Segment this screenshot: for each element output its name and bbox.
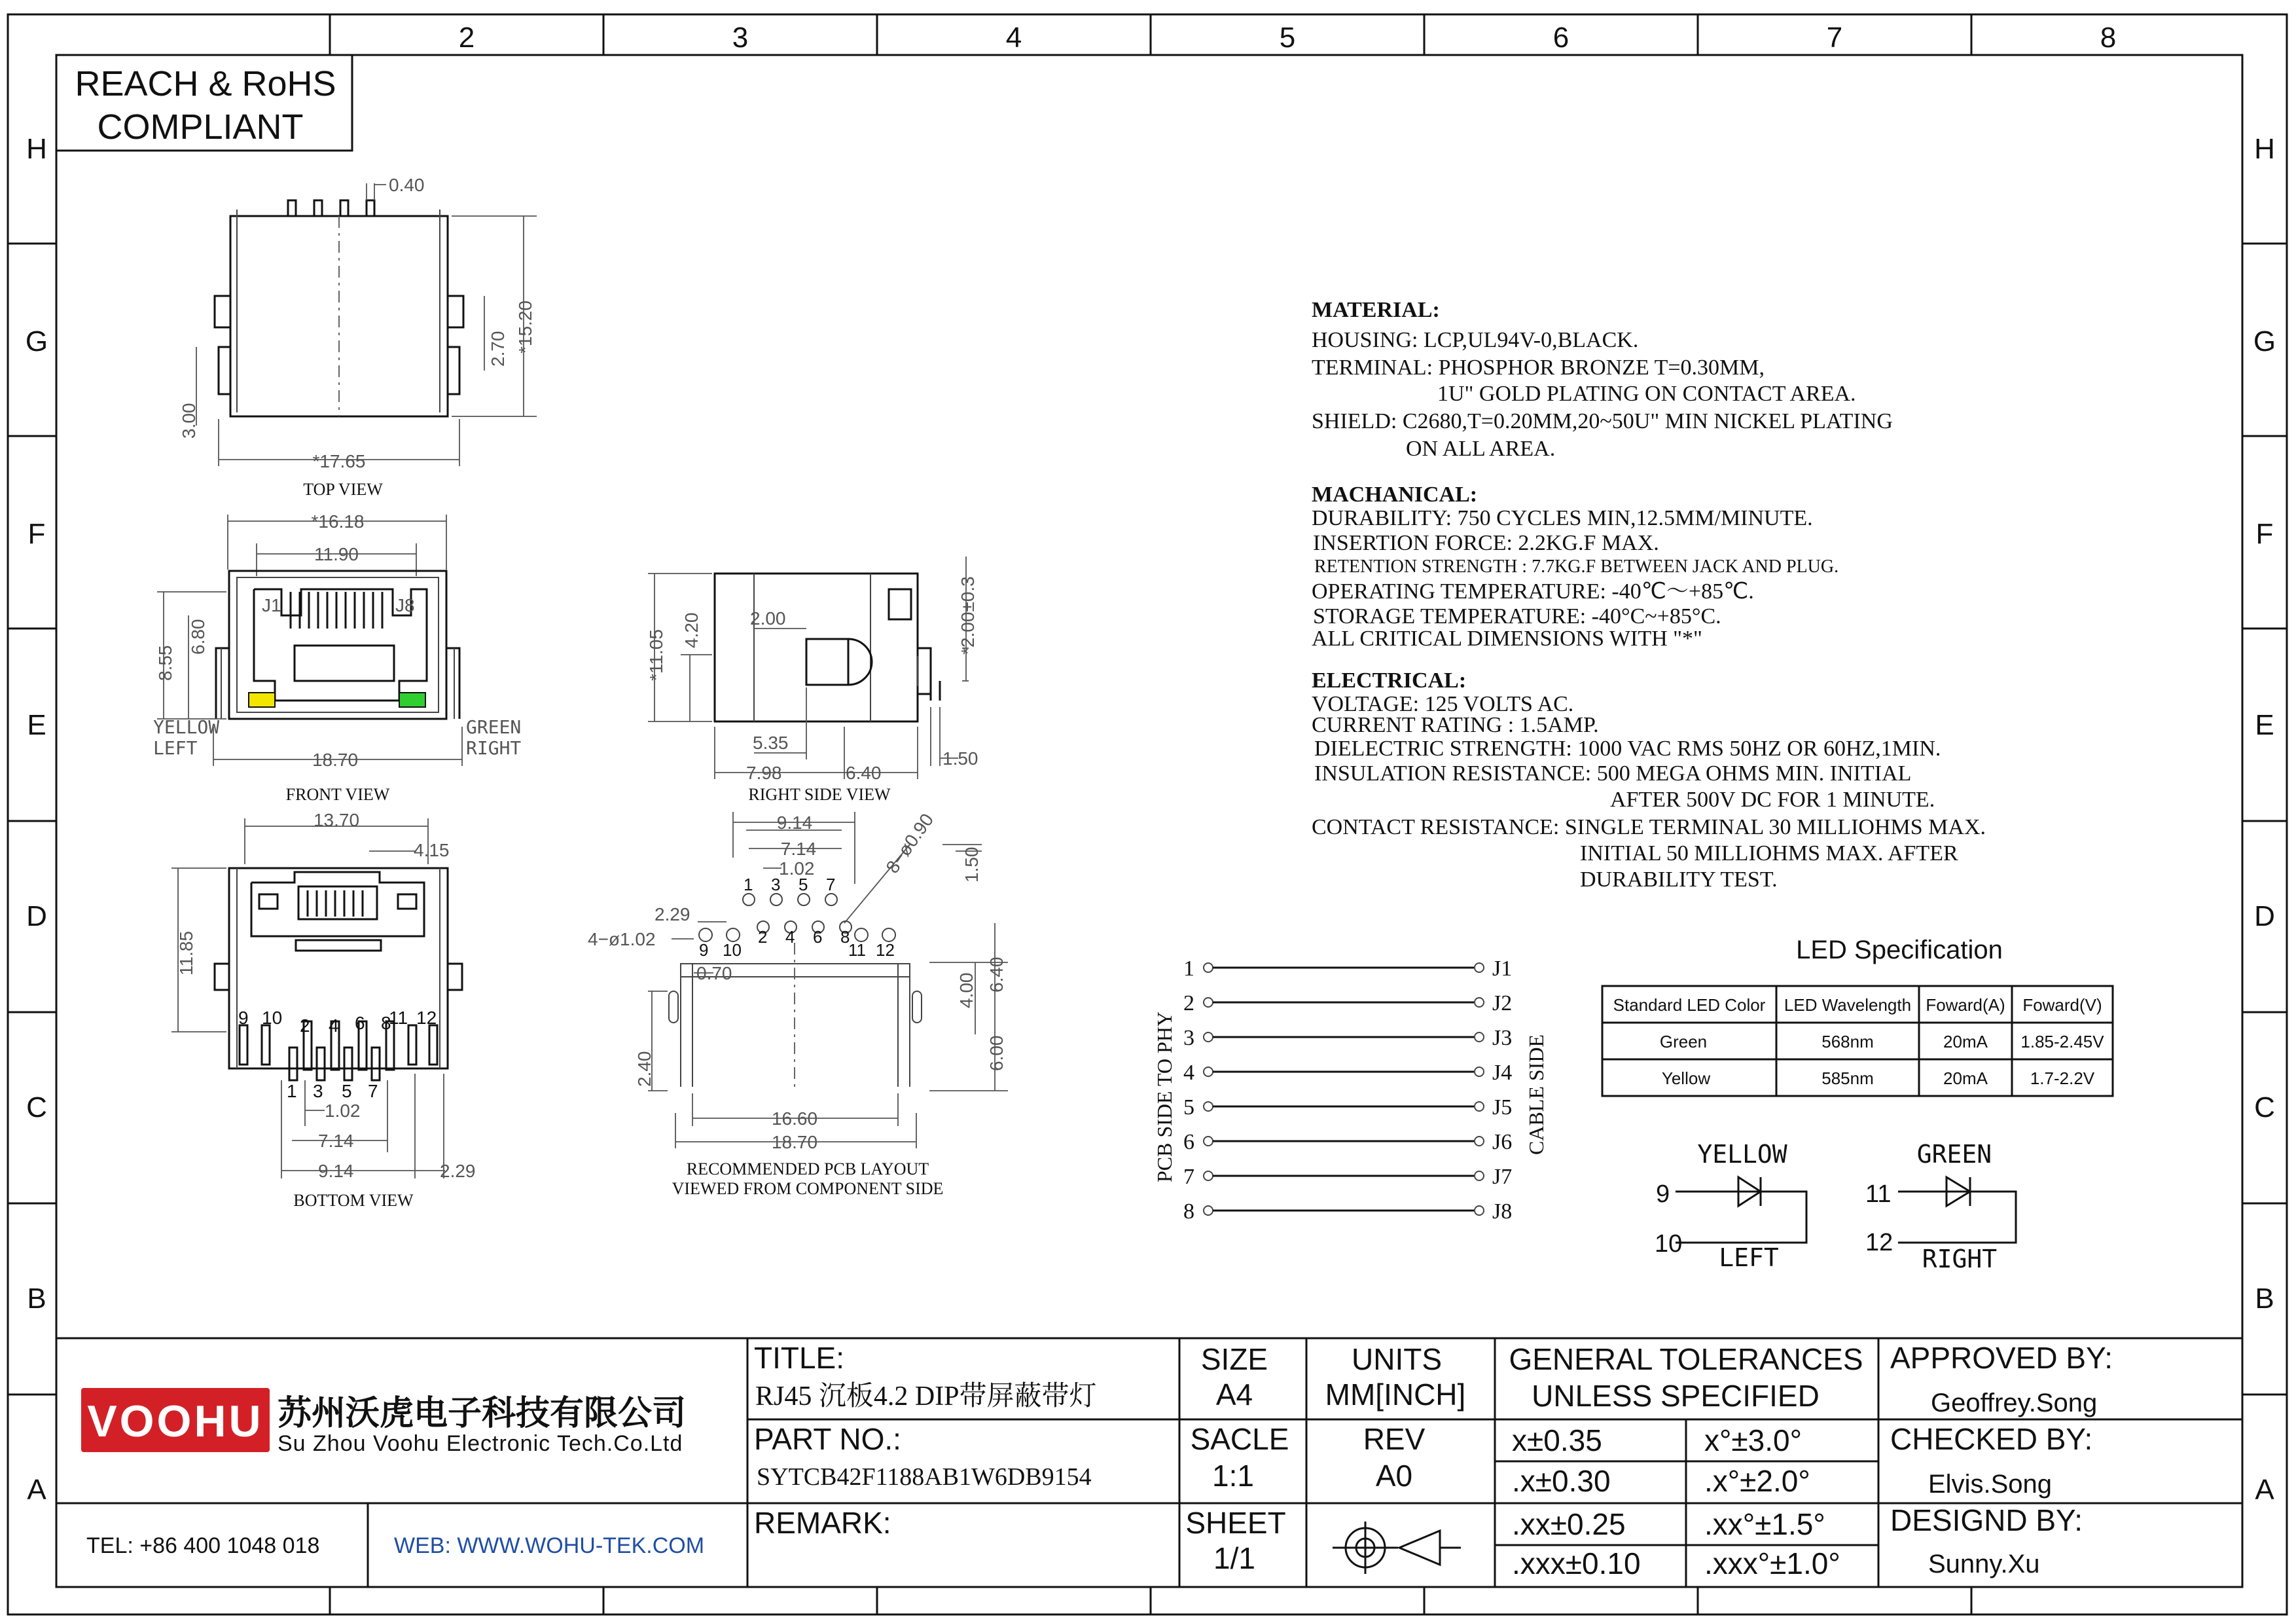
row-label: B xyxy=(2255,1283,2274,1315)
dim-depth: 7.98 xyxy=(746,763,782,783)
row-label: E xyxy=(27,709,46,741)
scale-value: 1:1 xyxy=(1212,1459,1254,1493)
units-label: UNITS xyxy=(1352,1342,1442,1376)
electrical-line: AFTER 500V DC FOR 1 MINUTE. xyxy=(1610,788,1935,812)
pcb-caption-line-1: RECOMMENDED PCB LAYOUT xyxy=(686,1159,929,1178)
dim-d1: 0.70 xyxy=(696,963,732,983)
tolerance-angular: x°±3.0° xyxy=(1704,1423,1802,1457)
schematic-node xyxy=(1204,1067,1213,1076)
electrical-line: DURABILITY TEST. xyxy=(1580,867,1778,892)
dim-w4: 18.70 xyxy=(771,1132,818,1152)
schematic-node xyxy=(1204,1171,1213,1180)
schematic-row xyxy=(1183,1130,1512,1154)
tolerance-angular: .xx°±1.5° xyxy=(1704,1507,1825,1541)
dim-base: 18.70 xyxy=(312,750,359,770)
schematic-row xyxy=(1183,1061,1512,1085)
led-spec-header: Foward(V) xyxy=(2022,995,2102,1015)
schematic-pin-label: 4 xyxy=(1183,1061,1194,1085)
schematic-node xyxy=(1204,998,1213,1007)
led-diagrams xyxy=(1655,1140,2016,1273)
yellow-led-indicator xyxy=(249,693,275,707)
pcb-pin-3: 3 xyxy=(771,875,781,894)
scale-label: SACLE xyxy=(1190,1422,1289,1456)
dim-v3: 6.40 xyxy=(986,957,1007,993)
schematic-jack-label: J8 xyxy=(1492,1199,1513,1224)
mechanical-line: ALL CRITICAL DIMENSIONS WITH "*" xyxy=(1312,627,1702,651)
designed-label: DESIGND BY: xyxy=(1890,1503,2083,1537)
dim-off: 2.29 xyxy=(655,904,691,924)
row-label: F xyxy=(2255,518,2274,550)
pin-5: 5 xyxy=(342,1081,352,1101)
title-label: TITLE: xyxy=(754,1341,845,1375)
electrical-line: VOLTAGE: 125 VOLTS AC. xyxy=(1312,692,1574,716)
compliance-box xyxy=(56,55,352,151)
pin-11: 11 xyxy=(389,1008,408,1028)
telephone: TEL: +86 400 1048 018 xyxy=(86,1533,320,1558)
schematic-pin-label: 5 xyxy=(1183,1095,1194,1120)
tolerance-linear: .xxx±0.10 xyxy=(1512,1546,1641,1580)
front-view xyxy=(153,511,521,804)
approved-value: Geoffrey.Song xyxy=(1931,1389,2098,1417)
row-label: D xyxy=(2254,900,2275,932)
dim-p2: 7.14 xyxy=(318,1131,354,1151)
schematic-pin-label: 2 xyxy=(1183,991,1194,1015)
pcb-layout xyxy=(588,810,1008,1198)
mechanical-line: OPERATING TEMPERATURE: -40℃～+85℃. xyxy=(1312,579,1754,604)
dim-height: *15.20 xyxy=(515,301,535,354)
led-spec-cell: 585nm xyxy=(1821,1068,1874,1088)
led-spec xyxy=(1602,936,2113,1096)
pcb-pin-7: 7 xyxy=(826,875,836,894)
electrical-heading: ELECTRICAL: xyxy=(1312,668,1467,693)
pin-9: 9 xyxy=(238,1008,249,1028)
led-spec-cell: Yellow xyxy=(1661,1068,1711,1088)
pin-8: 8 xyxy=(381,1013,391,1033)
row-label: H xyxy=(2254,133,2275,165)
led-spec-title: LED Specification xyxy=(1796,936,2003,964)
pin-2: 2 xyxy=(300,1015,310,1036)
schematic-node xyxy=(1204,1206,1213,1215)
checked-label: CHECKED BY: xyxy=(1890,1422,2093,1456)
part-value: SYTCB42F1188AB1W6DB9154 xyxy=(757,1463,1092,1491)
schematic-left-label: PCB SIDE TO PHY xyxy=(1153,1011,1176,1182)
pin-label-j1: J1 xyxy=(262,595,281,615)
led-left-position: LEFT xyxy=(153,737,198,759)
pcb-pin-1: 1 xyxy=(744,875,753,894)
schematic-jack-label: J4 xyxy=(1492,1061,1513,1085)
schematic-node xyxy=(1475,1171,1484,1180)
schematic-node xyxy=(1475,1102,1484,1111)
tolerance-angular: .xxx°±1.0° xyxy=(1704,1546,1840,1580)
sheet-label: SHEET xyxy=(1185,1506,1286,1540)
schematic-jack-label: J5 xyxy=(1492,1095,1513,1120)
led-right-color: GREEN xyxy=(466,716,522,738)
schematic-jack-label: J3 xyxy=(1492,1026,1513,1050)
yellow-led-diagram xyxy=(1655,1140,1806,1272)
pin-12: 12 xyxy=(416,1008,437,1028)
logo-text: VOOHU xyxy=(87,1396,264,1446)
yellow-pin-a: 9 xyxy=(1656,1180,1670,1208)
tolerance-title-2: UNLESS SPECIFIED xyxy=(1532,1379,1820,1413)
pcb-caption-line-2: VIEWED FROM COMPONENT SIDE xyxy=(672,1179,944,1198)
pin-3: 3 xyxy=(313,1081,323,1101)
tolerance-title-1: GENERAL TOLERANCES xyxy=(1509,1342,1863,1376)
dim-h: 2.40 xyxy=(634,1051,655,1087)
size-value: A4 xyxy=(1215,1377,1253,1412)
schematic-node xyxy=(1475,1032,1484,1042)
electrical-line: CURRENT RATING : 1.5AMP. xyxy=(1312,713,1599,737)
led-spec-cell: 568nm xyxy=(1821,1032,1874,1051)
green-led-diagram xyxy=(1865,1140,2016,1273)
dim-height: *11.05 xyxy=(646,629,666,681)
material-line: TERMINAL: PHOSPHOR BRONZE T=0.30MM, xyxy=(1312,356,1765,380)
dim-h2: 6.80 xyxy=(188,619,208,655)
schematic-node xyxy=(1475,963,1484,972)
material-line: 1U" GOLD PLATING ON CONTACT AREA. xyxy=(1437,382,1856,406)
schematic-pin-label: 6 xyxy=(1183,1130,1194,1154)
rev-value: A0 xyxy=(1375,1459,1413,1493)
row-label: G xyxy=(25,325,48,357)
schematic-row xyxy=(1183,1026,1512,1050)
row-label: H xyxy=(26,133,47,165)
dim-tab: 2.70 xyxy=(488,331,508,367)
dim-h1: 8.55 xyxy=(155,645,175,681)
green-pin-a: 11 xyxy=(1865,1180,1892,1208)
material-heading: MATERIAL: xyxy=(1312,298,1440,322)
dim-led-hole: 4−ø1.02 xyxy=(588,929,656,949)
dim-p3: 9.14 xyxy=(318,1161,354,1181)
mechanical-line: INSERTION FORCE: 2.2KG.F MAX. xyxy=(1313,531,1659,555)
schematic-row xyxy=(1183,1165,1512,1189)
schematic-node xyxy=(1204,1102,1213,1111)
material-line: SHIELD: C2680,T=0.20MM,20~50U" MIN NICKEL PLATING xyxy=(1312,409,1893,433)
dim-d4: 1.50 xyxy=(942,748,978,769)
title-block xyxy=(56,1338,2242,1587)
right-side-caption: RIGHT SIDE VIEW xyxy=(748,785,891,804)
schematic-row xyxy=(1183,991,1512,1015)
led-left-color: YELLOW xyxy=(153,716,220,738)
top-view-caption: TOP VIEW xyxy=(303,480,383,499)
yellow-label: YELLOW xyxy=(1697,1140,1787,1169)
right-side-view xyxy=(646,556,978,804)
pcb-pin-6: 6 xyxy=(813,927,823,947)
part-label: PART NO.: xyxy=(754,1422,901,1456)
col-label: 3 xyxy=(732,22,749,54)
pin-1: 1 xyxy=(287,1081,297,1101)
schematic-node xyxy=(1475,1067,1484,1076)
dim-hole: 8−ø0.90 xyxy=(882,809,938,877)
row-label: D xyxy=(26,900,47,932)
checked-value: Elvis.Song xyxy=(1928,1470,2052,1499)
col-label: 7 xyxy=(1826,22,1843,54)
dim-w1: 13.70 xyxy=(313,810,360,830)
pin-4: 4 xyxy=(329,1015,339,1036)
green-led-indicator xyxy=(399,693,425,707)
schematic-jack-label: J1 xyxy=(1492,957,1513,981)
schematic-jack-label: J2 xyxy=(1492,991,1513,1015)
dim-h2: 4.20 xyxy=(681,612,702,648)
pcb-pin-8: 8 xyxy=(840,927,850,947)
pin-7: 7 xyxy=(368,1081,378,1101)
dim-v1: 1.50 xyxy=(961,847,982,883)
schematic-row xyxy=(1183,1095,1512,1120)
col-label: 6 xyxy=(1552,22,1570,54)
green-side: RIGHT xyxy=(1922,1245,1998,1273)
schematic-node xyxy=(1475,1206,1484,1215)
front-view-caption: FRONT VIEW xyxy=(285,785,390,804)
dim-offset: *2.00±0.3 xyxy=(958,576,978,655)
dim-p1: 1.02 xyxy=(325,1101,361,1121)
green-label: GREEN xyxy=(1916,1140,1992,1169)
schematic-row xyxy=(1183,957,1512,981)
dim-inner: 11.90 xyxy=(314,544,359,564)
company-logo xyxy=(81,1388,270,1452)
schematic-node xyxy=(1204,1137,1213,1146)
row-label: F xyxy=(27,518,46,550)
dim-v2: 4.00 xyxy=(956,972,977,1008)
row-label: C xyxy=(2254,1091,2275,1123)
electrical-line: DIELECTRIC STRENGTH: 1000 VAC RMS 50HZ OR 60HZ,1MIN. xyxy=(1314,737,1941,761)
dim-w2: 4.15 xyxy=(414,840,450,860)
top-view xyxy=(179,175,537,499)
dim-w3: 16.60 xyxy=(771,1108,818,1129)
electrical-line: INITIAL 50 MILLIOHMS MAX. AFTER xyxy=(1580,841,1958,866)
pcb-pin-4: 4 xyxy=(785,927,795,947)
dim-d3: 6.40 xyxy=(846,763,882,783)
led-spec-cell: Green xyxy=(1659,1032,1708,1051)
dim-p: 1.02 xyxy=(779,858,815,879)
schematic-pin-label: 3 xyxy=(1183,1026,1194,1050)
tolerance-linear: .xx±0.25 xyxy=(1512,1507,1626,1541)
rev-label: REV xyxy=(1363,1422,1426,1456)
schematic-pin-label: 1 xyxy=(1183,957,1194,981)
col-label: 4 xyxy=(1005,22,1022,54)
schematic-jack-label: J7 xyxy=(1492,1165,1513,1189)
mechanical-heading: MACHANICAL: xyxy=(1312,483,1478,507)
led-spec-header: Foward(A) xyxy=(1926,995,2005,1015)
row-label: E xyxy=(2255,709,2274,741)
bottom-view-caption: BOTTOM VIEW xyxy=(293,1191,414,1210)
col-label: 2 xyxy=(458,22,475,54)
remark-label: REMARK: xyxy=(754,1506,891,1540)
col-label: 5 xyxy=(1279,22,1296,54)
tolerance-angular: .x°±2.0° xyxy=(1704,1464,1810,1498)
dim-d1: 2.00 xyxy=(750,608,786,629)
projection-symbol-icon xyxy=(1333,1522,1461,1574)
led-spec-cell: 20mA xyxy=(1943,1068,1988,1088)
schematic-node xyxy=(1204,1032,1213,1042)
bottom-view xyxy=(171,810,476,1210)
schematic-right-label: CABLE SIDE xyxy=(1524,1034,1548,1155)
schematic-pin-label: 8 xyxy=(1183,1199,1194,1224)
schematic-jack-label: J6 xyxy=(1492,1130,1513,1154)
led-spec-cell: 1.85-2.45V xyxy=(2020,1032,2104,1051)
dim-side: 3.00 xyxy=(179,403,199,439)
tolerance-linear: x±0.35 xyxy=(1512,1423,1602,1457)
dim-w1: 9.14 xyxy=(776,812,813,833)
pin-schematic xyxy=(1153,957,1548,1224)
pcb-pin-10: 10 xyxy=(723,940,742,960)
sheet-value: 1/1 xyxy=(1213,1541,1255,1575)
green-pin-b: 12 xyxy=(1865,1229,1893,1256)
row-label: C xyxy=(26,1091,47,1123)
pcb-pin-5: 5 xyxy=(798,875,808,894)
size-label: SIZE xyxy=(1200,1342,1268,1376)
pin-10: 10 xyxy=(262,1008,283,1028)
schematic-node xyxy=(1475,998,1484,1007)
dim-outer: *16.18 xyxy=(311,511,365,532)
schematic-row xyxy=(1183,1199,1512,1224)
mechanical-line: DURABILITY: 750 CYCLES MIN,12.5MM/MINUTE. xyxy=(1312,506,1813,530)
pcb-pin-2: 2 xyxy=(758,927,768,947)
tolerance-linear: .x±0.30 xyxy=(1512,1464,1611,1498)
title-value: RJ45 沉板4.2 DIP带屏蔽带灯 xyxy=(755,1381,1097,1412)
row-label: G xyxy=(2253,325,2276,357)
led-spec-header: Standard LED Color xyxy=(1613,995,1766,1015)
dim-p4: 2.29 xyxy=(440,1161,476,1181)
dim-pin-width: 0.40 xyxy=(389,175,425,195)
pcb-pin-9: 9 xyxy=(699,940,709,960)
led-spec-cell: 1.7-2.2V xyxy=(2030,1068,2095,1088)
row-label: B xyxy=(27,1283,46,1315)
mechanical-line: RETENTION STRENGTH : 7.7KG.F BETWEEN JACK AND PLUG. xyxy=(1314,556,1839,577)
row-label: A xyxy=(27,1474,46,1506)
dim-h: 11.85 xyxy=(176,931,196,976)
electrical-line: INSULATION RESISTANCE: 500 MEGA OHMS MIN. INITIAL xyxy=(1314,761,1912,786)
material-line: HOUSING: LCP,UL94V-0,BLACK. xyxy=(1312,328,1639,352)
dim-v4: 6.00 xyxy=(986,1035,1007,1071)
led-spec-cell: 20mA xyxy=(1943,1032,1988,1051)
electrical-line: CONTACT RESISTANCE: SINGLE TERMINAL 30 MILLIOHMS MAX. xyxy=(1312,815,1986,839)
dim-w2: 7.14 xyxy=(780,839,817,859)
row-label: A xyxy=(2255,1474,2274,1506)
col-label: 8 xyxy=(2100,22,2117,54)
led-spec-header: LED Wavelength xyxy=(1784,995,1912,1015)
company-name-cn: 苏州沃虎电子科技有限公司 xyxy=(278,1395,687,1432)
schematic-pin-label: 7 xyxy=(1183,1165,1194,1189)
compliance-line-2: COMPLIANT xyxy=(97,107,304,147)
pcb-pin-11: 11 xyxy=(848,940,866,960)
pcb-pin-12: 12 xyxy=(876,940,895,960)
schematic-node xyxy=(1204,963,1213,972)
pin-label-j8: J8 xyxy=(395,595,415,615)
approved-label: APPROVED BY: xyxy=(1890,1341,2113,1375)
dim-width: *17.65 xyxy=(312,451,366,471)
yellow-side: LEFT xyxy=(1719,1243,1779,1272)
schematic-node xyxy=(1475,1137,1484,1146)
mechanical-line: STORAGE TEMPERATURE: -40°C~+85°C. xyxy=(1313,604,1721,629)
material-line: ON ALL AREA. xyxy=(1406,437,1556,461)
specifications xyxy=(1312,298,1986,892)
dim-d2: 5.35 xyxy=(753,733,789,753)
units-value: MM[INCH] xyxy=(1325,1377,1466,1412)
yellow-pin-b: 10 xyxy=(1655,1230,1683,1258)
pin-6: 6 xyxy=(355,1013,365,1033)
company-name-en: Su Zhou Voohu Electronic Tech.Co.Ltd xyxy=(278,1431,683,1456)
website: WEB: WWW.WOHU-TEK.COM xyxy=(394,1533,705,1558)
designed-value: Sunny.Xu xyxy=(1928,1550,2040,1578)
led-right-position: RIGHT xyxy=(466,737,522,759)
compliance-line-1: REACH & RoHS xyxy=(75,64,336,103)
